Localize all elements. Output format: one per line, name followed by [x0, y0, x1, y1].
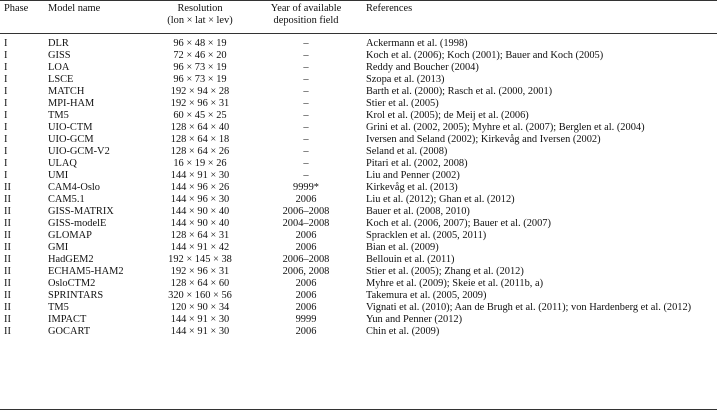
cell-references: Yun and Penner (2012) — [366, 314, 463, 325]
cell-resolution: 144 × 90 × 40 — [170, 218, 230, 229]
cell-year: 2006 — [295, 242, 317, 253]
cell-references: Vignati et al. (2010); Aan de Brugh et al. (2011); von Hardenberg et al. (2012) — [366, 302, 692, 313]
header-row — [0, 0, 717, 34]
cell-references: Reddy and Boucher (2004) — [366, 62, 479, 73]
cell-resolution: 128 × 64 × 60 — [170, 278, 230, 289]
table-row — [0, 122, 717, 134]
cell-references: Szopa et al. (2013) — [366, 74, 445, 85]
cell-model-name: GISS — [48, 50, 71, 61]
cell-phase: II — [4, 254, 11, 265]
cell-phase: I — [4, 110, 8, 121]
cell-year: 2006 — [295, 194, 317, 205]
cell-references: Takemura et al. (2005, 2009) — [366, 290, 487, 301]
table-row — [0, 62, 717, 74]
cell-year: 9999* — [293, 182, 319, 193]
cell-resolution: 128 × 64 × 26 — [170, 146, 230, 157]
cell-resolution: 144 × 91 × 30 — [170, 326, 230, 337]
table-row — [0, 254, 717, 266]
cell-phase: I — [4, 170, 8, 181]
cell-model-name: GMI — [48, 242, 69, 253]
cell-model-name: CAM5.1 — [48, 194, 85, 205]
cell-model-name: CAM4-Oslo — [48, 182, 100, 193]
cell-year: – — [303, 170, 309, 181]
cell-year: – — [303, 122, 309, 133]
table-row — [0, 170, 717, 182]
header-references-label: References — [366, 3, 413, 14]
cell-year: – — [303, 158, 309, 169]
table-row — [0, 86, 717, 98]
cell-references: Grini et al. (2002, 2005); Myhre et al. (2007); Berglen et al. (2004) — [366, 122, 645, 133]
table-row — [0, 218, 717, 230]
cell-model-name: HadGEM2 — [48, 254, 94, 265]
cell-phase: II — [4, 218, 11, 229]
cell-year: 2006, 2008 — [282, 266, 330, 277]
header-resolution — [144, 0, 256, 34]
cell-year: – — [303, 146, 309, 157]
cell-year: – — [303, 62, 309, 73]
cell-references: Barth et al. (2000); Rasch et al. (2000, 2001) — [366, 86, 553, 97]
table-row — [0, 182, 717, 194]
table-row — [0, 110, 717, 122]
cell-references: Seland et al. (2008) — [366, 146, 448, 157]
cell-resolution: 144 × 90 × 40 — [170, 206, 230, 217]
header-model-label: Model name — [48, 3, 101, 14]
cell-year: 2006–2008 — [282, 206, 330, 217]
cell-resolution: 192 × 145 × 38 — [168, 254, 232, 265]
cell-year: 9999 — [295, 314, 317, 325]
cell-model-name: DLR — [48, 38, 69, 49]
header-references — [356, 0, 717, 34]
cell-year: – — [303, 38, 309, 49]
cell-model-name: LSCE — [48, 74, 74, 85]
cell-resolution: 96 × 73 × 19 — [173, 74, 227, 85]
header-phase — [0, 0, 40, 34]
cell-phase: II — [4, 206, 11, 217]
table-row — [0, 34, 717, 51]
cell-references: Chin et al. (2009) — [366, 326, 440, 337]
table-row — [0, 206, 717, 218]
cell-phase: I — [4, 158, 8, 169]
table-row — [0, 158, 717, 170]
cell-model-name: UIO-CTM — [48, 122, 93, 133]
cell-model-name: GLOMAP — [48, 230, 92, 241]
cell-resolution: 128 × 64 × 18 — [170, 134, 230, 145]
cell-resolution: 128 × 64 × 40 — [170, 122, 230, 133]
cell-model-name: GISS-modelE — [48, 218, 107, 229]
cell-year: 2006 — [295, 230, 317, 241]
cell-resolution: 192 × 94 × 28 — [170, 86, 230, 97]
cell-phase: II — [4, 182, 11, 193]
cell-year: 2004–2008 — [282, 218, 330, 229]
cell-model-name: ECHAM5-HAM2 — [48, 266, 124, 277]
table-row — [0, 50, 717, 62]
cell-resolution: 192 × 96 × 31 — [170, 266, 230, 277]
cell-model-name: LOA — [48, 62, 70, 73]
cell-phase: I — [4, 86, 8, 97]
cell-phase: II — [4, 314, 11, 325]
cell-resolution: 144 × 96 × 26 — [170, 182, 230, 193]
table-header — [0, 0, 717, 34]
cell-year: – — [303, 110, 309, 121]
cell-resolution: 192 × 96 × 31 — [170, 98, 230, 109]
cell-references: Liu and Penner (2002) — [366, 170, 460, 181]
cell-resolution: 72 × 46 × 20 — [173, 50, 227, 61]
cell-references: Koch et al. (2006); Koch (2001); Bauer and Koch (2005) — [366, 50, 604, 61]
cell-model-name: GISS-MATRIX — [48, 206, 114, 217]
cell-resolution: 96 × 73 × 19 — [173, 62, 227, 73]
cell-references: Stier et al. (2005) — [366, 98, 439, 109]
cell-references: Iversen and Seland (2002); Kirkevåg and Iversen (2002) — [366, 134, 601, 145]
cell-phase: II — [4, 242, 11, 253]
cell-model-name: IMPACT — [48, 314, 87, 325]
cell-phase: I — [4, 50, 8, 61]
table-row — [0, 134, 717, 146]
cell-year: – — [303, 134, 309, 145]
cell-model-name: TM5 — [48, 110, 69, 121]
cell-year: 2006–2008 — [282, 254, 330, 265]
cell-phase: II — [4, 278, 11, 289]
cell-year: – — [303, 74, 309, 85]
cell-phase: I — [4, 62, 8, 73]
cell-references: Ackermann et al. (1998) — [366, 38, 468, 49]
cell-model-name: MATCH — [48, 86, 85, 97]
cell-references: Pitari et al. (2002, 2008) — [366, 158, 468, 169]
header-phase-label: Phase — [4, 3, 29, 14]
table-row — [0, 314, 717, 326]
table-row — [0, 278, 717, 290]
table-row — [0, 242, 717, 254]
cell-references: Spracklen et al. (2005, 2011) — [366, 230, 487, 241]
cell-model-name: MPI-HAM — [48, 98, 95, 109]
cell-phase: I — [4, 134, 8, 145]
cell-model-name: UIO-GCM — [48, 134, 94, 145]
table-row — [0, 302, 717, 314]
header-year — [256, 0, 356, 34]
cell-phase: II — [4, 302, 11, 313]
cell-model-name: UIO-GCM-V2 — [48, 146, 110, 157]
table-row — [0, 146, 717, 158]
header-resolution-line2: (lon × lat × lev) — [167, 15, 233, 26]
cell-resolution: 120 × 90 × 34 — [170, 302, 230, 313]
cell-references: Bellouin et al. (2011) — [366, 254, 455, 265]
cell-phase: I — [4, 98, 8, 109]
cell-year: 2006 — [295, 290, 317, 301]
cell-phase: II — [4, 266, 11, 277]
table-row — [0, 230, 717, 242]
cell-resolution: 128 × 64 × 31 — [170, 230, 230, 241]
cell-resolution: 96 × 48 × 19 — [173, 38, 227, 49]
cell-references: Bian et al. (2009) — [366, 242, 439, 253]
cell-resolution: 144 × 96 × 30 — [170, 194, 230, 205]
table-row — [0, 98, 717, 110]
header-model-name — [40, 0, 144, 34]
cell-resolution: 144 × 91 × 30 — [170, 314, 230, 325]
table-row — [0, 266, 717, 278]
cell-year: – — [303, 50, 309, 61]
cell-phase: II — [4, 326, 11, 337]
cell-phase: I — [4, 74, 8, 85]
cell-references: Kirkevåg et al. (2013) — [366, 182, 458, 193]
cell-references: Krol et al. (2005); de Meij et al. (2006) — [366, 110, 529, 121]
cell-model-name: TM5 — [48, 302, 69, 313]
cell-phase: I — [4, 146, 8, 157]
table-row — [0, 326, 717, 338]
header-year-line2: deposition field — [273, 15, 339, 26]
table-row — [0, 290, 717, 302]
cell-phase: II — [4, 194, 11, 205]
table-row — [0, 194, 717, 206]
cell-resolution: 320 × 160 × 56 — [168, 290, 232, 301]
cell-model-name: OsloCTM2 — [48, 278, 96, 289]
cell-phase: I — [4, 38, 8, 49]
cell-phase: I — [4, 122, 8, 133]
cell-year: – — [303, 98, 309, 109]
cell-year: 2006 — [295, 278, 317, 289]
cell-model-name: UMI — [48, 170, 69, 181]
table-row — [0, 74, 717, 86]
cell-references: Myhre et al. (2009); Skeie et al. (2011b, a) — [366, 278, 544, 289]
table-bottom-rule — [0, 409, 717, 410]
cell-model-name: GOCART — [48, 326, 91, 337]
cell-resolution: 144 × 91 × 42 — [170, 242, 230, 253]
cell-resolution: 16 × 19 × 26 — [173, 158, 227, 169]
cell-references: Stier et al. (2005); Zhang et al. (2012) — [366, 266, 524, 277]
cell-year: 2006 — [295, 302, 317, 313]
cell-year: 2006 — [295, 326, 317, 337]
cell-references: Bauer et al. (2008, 2010) — [366, 206, 470, 217]
cell-references: Koch et al. (2006, 2007); Bauer et al. (2007) — [366, 218, 551, 229]
table-body — [0, 34, 717, 339]
header-resolution-line1: Resolution — [177, 3, 223, 14]
header-year-line1: Year of available — [270, 3, 342, 14]
cell-resolution: 60 × 45 × 25 — [173, 110, 227, 121]
cell-references: Liu et al. (2012); Ghan et al. (2012) — [366, 194, 515, 205]
cell-model-name: SPRINTARS — [48, 290, 104, 301]
cell-resolution: 144 × 91 × 30 — [170, 170, 230, 181]
cell-model-name: ULAQ — [48, 158, 77, 169]
cell-phase: II — [4, 230, 11, 241]
cell-year: – — [303, 86, 309, 97]
cell-phase: II — [4, 290, 11, 301]
